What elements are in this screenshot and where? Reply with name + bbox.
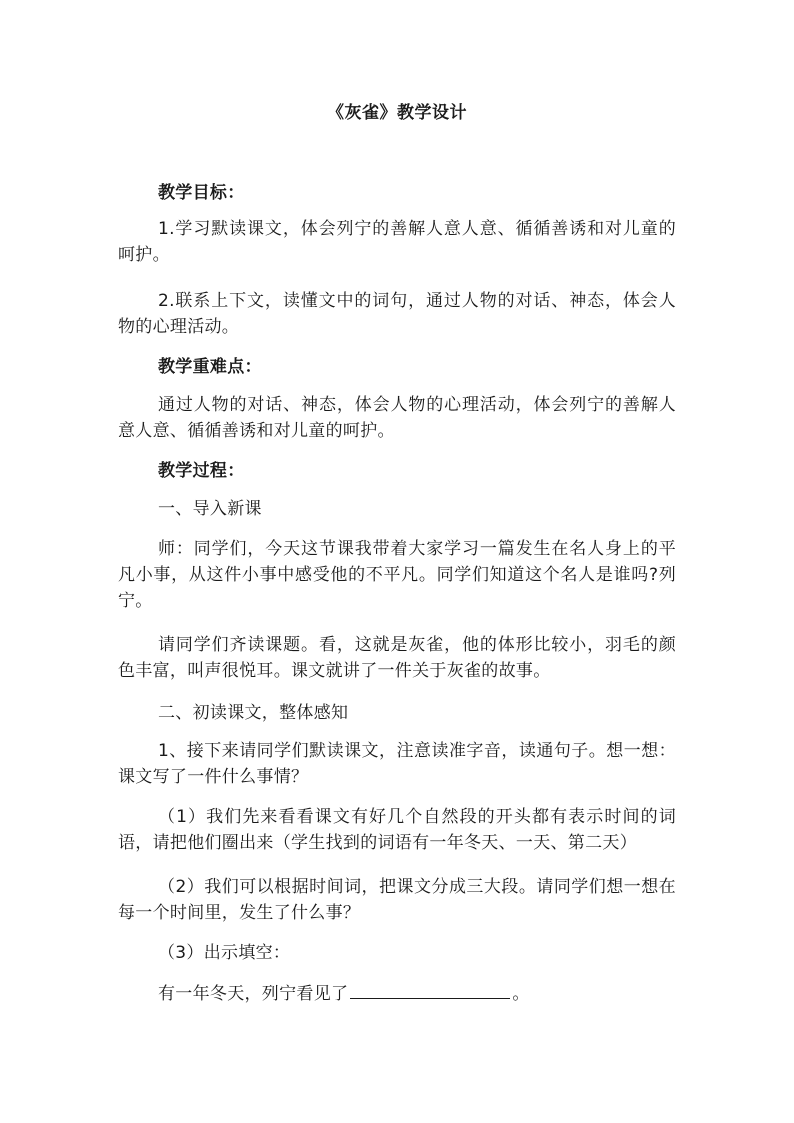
- part-2-paragraph-1: 1、接下来请同学们默读课文，注意读准字音，读通句子。想一想：课文写了一件什么事情？: [118, 741, 676, 787]
- fill-suffix: 。: [512, 984, 530, 1004]
- fill-prefix: 有一年冬天，列宁看见了: [158, 984, 349, 1004]
- goals-heading: 教学目标：: [158, 183, 245, 203]
- fill-blank: [350, 980, 510, 999]
- goal-1-paragraph: 1.学习默读课文，体会列宁的善解人意人意、循循善诱和对儿童的呵护。: [118, 219, 676, 265]
- part-1-paragraph-2: 请同学们齐读课题。看，这就是灰雀，他的体形比较小，羽毛的颜色丰富，叫声很悦耳。课文就讲了一件关于灰雀的故事。: [118, 635, 676, 681]
- part-2-paragraph-2: （1）我们先来看看课文有好几个自然段的开头都有表示时间的词语，请把他们圈出来（学生找到的词语有一年冬天、一天、第二天）: [118, 807, 676, 853]
- part-2-paragraph-3: （2）我们可以根据时间词，把课文分成三大段。请同学们想一想在每一个时间里，发生了什么事？: [118, 877, 676, 923]
- part-1-heading: 一、导入新课: [158, 499, 262, 519]
- part-2-heading: 二、初读课文，整体感知: [158, 703, 349, 723]
- key-points-heading: 教学重难点：: [158, 357, 262, 377]
- part-2-paragraph-4: （3）出示填空：: [158, 943, 291, 963]
- key-points-paragraph: 通过人物的对话、神态，体会人物的心理活动，体会列宁的善解人意人意、循循善诱和对儿童的呵护。: [118, 395, 676, 441]
- part-1-paragraph-1: 师：同学们，今天这节课我带着大家学习一篇发生在名人身上的平凡小事，从这件小事中感受他的不平凡。同学们知道这个名人是谁吗?列宁。: [118, 539, 676, 611]
- document-title: 《灰雀》教学设计: [327, 103, 467, 123]
- fill-in-blank-line: [118, 980, 676, 1007]
- goal-2-paragraph: 2.联系上下文，读懂文中的词句，通过人物的对话、神态，体会人物的心理活动。: [118, 291, 676, 337]
- process-heading: 教学过程：: [158, 461, 245, 481]
